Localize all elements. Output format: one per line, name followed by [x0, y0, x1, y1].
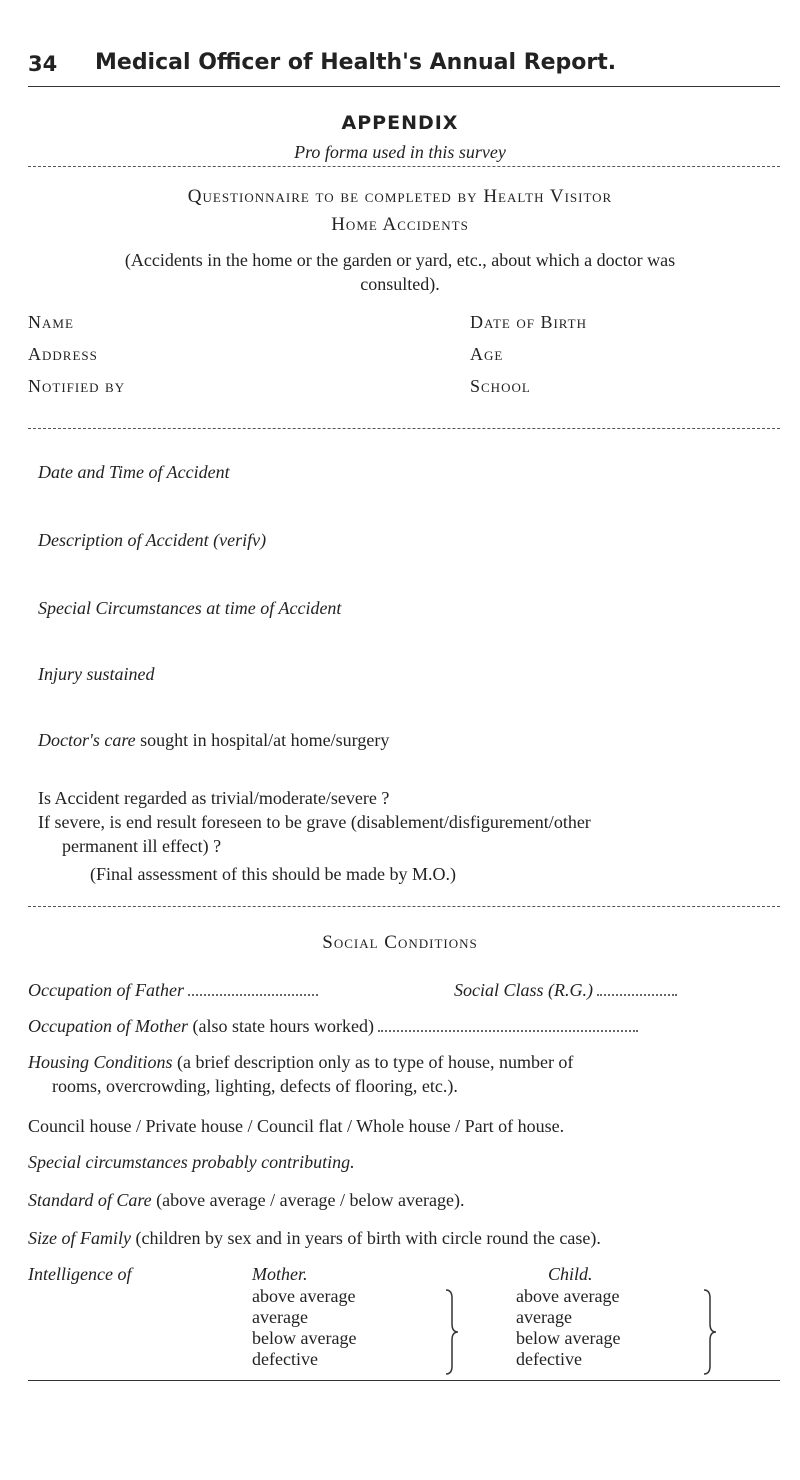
fill-line: [378, 1030, 638, 1032]
child-options: [516, 1286, 620, 1370]
option: below average: [516, 1328, 621, 1348]
report-title: Medical Officer of Health's Annual Report.: [95, 50, 617, 75]
option: below average: [252, 1328, 357, 1348]
field-name: Name: [28, 312, 74, 332]
size-of-family: [28, 1226, 601, 1250]
divider: [28, 428, 780, 429]
mother-brace-icon: [442, 1288, 462, 1376]
housing-line-1: (a brief description only as to type of house, number of: [177, 1052, 574, 1072]
housing-conditions: [28, 1050, 573, 1074]
option: defective: [252, 1349, 318, 1369]
social-class-note: (R.G.): [548, 980, 593, 1000]
occupation-mother: [28, 1014, 638, 1038]
mother-options: [252, 1286, 356, 1370]
mother-note: (also state hours worked): [192, 1016, 374, 1036]
scope-line-1: (Accidents in the home or the garden or yard, etc., about which a doctor was: [124, 250, 676, 270]
field-age: Age: [470, 344, 504, 364]
family-label: Size of Family: [28, 1228, 131, 1248]
questionnaire-subtitle: Home Accidents: [331, 214, 469, 235]
description-note: (verifv): [213, 530, 267, 550]
severe-line-2: permanent ill effect) ?: [62, 836, 222, 856]
page-number: 34: [28, 52, 58, 76]
mother-column-heading: Mother.: [252, 1264, 308, 1284]
scope-line-2: consulted).: [360, 274, 440, 294]
severe-line-1: If severe, is end result foreseen to be grave (disablement/disfigurement/other: [38, 812, 591, 832]
questionnaire-title: Questionnaire to be completed by Health Visitor: [187, 186, 613, 207]
special-circumstances-contributing: Special circumstances probably contributing.: [28, 1152, 355, 1172]
fill-line: [188, 994, 318, 996]
housing-label: Housing Conditions: [28, 1052, 173, 1072]
injury-sustained: Injury sustained: [38, 664, 155, 684]
father-label: Occupation of Father: [28, 980, 184, 1000]
option: average: [516, 1307, 572, 1327]
appendix-subheading: Pro forma used in this survey: [294, 142, 506, 162]
description-label: Description of Accident: [38, 530, 209, 550]
doctors-care-text: sought in hospital/at home/surgery: [140, 730, 390, 750]
child-brace-icon: [700, 1288, 720, 1376]
doctors-care-label: Doctor's care: [38, 730, 136, 750]
care-label: Standard of Care: [28, 1190, 152, 1210]
care-text: (above average / average / below average).: [156, 1190, 465, 1210]
option: above average: [252, 1286, 356, 1306]
date-time-of-accident: Date and Time of Accident: [38, 462, 230, 482]
social-class: [454, 978, 677, 1002]
field-notified-by: Notified by: [28, 376, 126, 396]
occupation-father: [28, 978, 318, 1002]
option: defective: [516, 1349, 582, 1369]
intelligence-label: Intelligence of: [28, 1264, 132, 1284]
social-class-label: Social Class: [454, 980, 544, 1000]
fill-line: [597, 994, 677, 996]
divider: [28, 906, 780, 907]
field-date-of-birth: Date of Birth: [470, 312, 588, 332]
child-column-heading: Child.: [548, 1264, 593, 1284]
house-types: Council house / Private house / Council flat / Whole house / Part of house.: [28, 1116, 565, 1136]
doctors-care: [38, 730, 389, 751]
housing-line-2: rooms, overcrowding, lighting, defects of flooring, etc.).: [52, 1076, 458, 1096]
option: average: [252, 1307, 308, 1327]
final-assessment: (Final assessment of this should be made by M.O.): [90, 864, 456, 884]
standard-of-care: [28, 1188, 464, 1212]
mother-label: Occupation of Mother: [28, 1016, 188, 1036]
bottom-rule: [28, 1380, 780, 1381]
divider: [28, 166, 780, 167]
appendix-heading: APPENDIX: [341, 112, 459, 134]
field-address: Address: [28, 344, 98, 364]
field-school: School: [470, 376, 531, 396]
severity-question: Is Accident regarded as trivial/moderate/severe ?: [38, 788, 390, 808]
description-of-accident: [38, 530, 266, 551]
option: above average: [516, 1286, 620, 1306]
special-circumstances: Special Circumstances at time of Accident: [38, 598, 342, 618]
social-conditions-heading: Social Conditions: [322, 932, 478, 953]
family-text: (children by sex and in years of birth with circle round the case).: [135, 1228, 601, 1248]
header-rule: [28, 86, 780, 87]
